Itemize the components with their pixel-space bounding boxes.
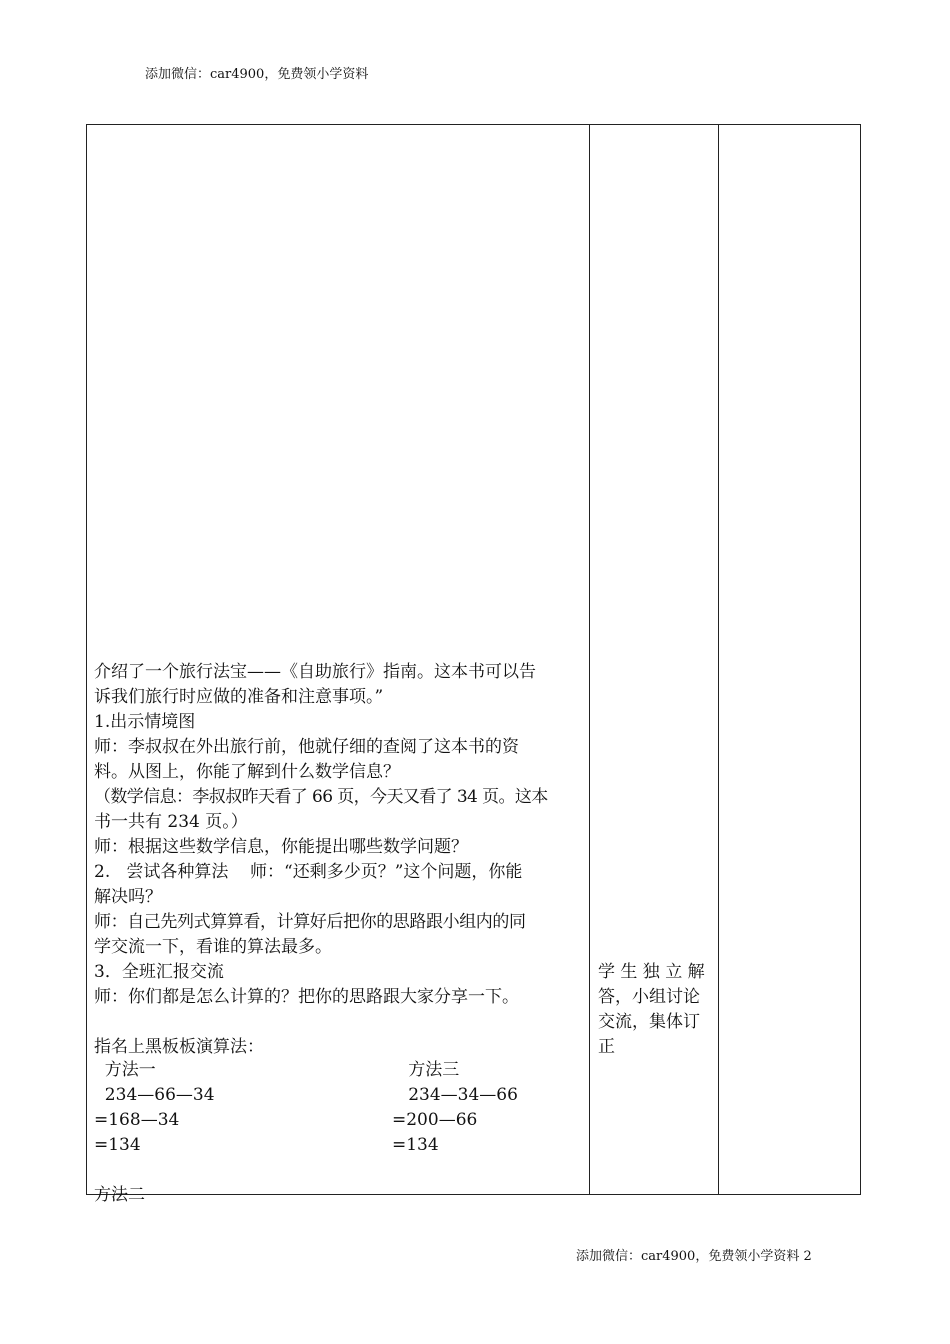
method-one-step: 234—66—34 — [94, 1085, 215, 1105]
teacher-activity-text — [94, 660, 584, 1060]
method-step-row — [94, 1083, 574, 1108]
method-step-row — [94, 1133, 574, 1158]
method-one-title: 方法一 — [94, 1060, 156, 1080]
text-line: （数学信息：李叔叔昨天看了 66 页，今天又看了 34 页。这本 — [94, 787, 548, 807]
method-two-label: 方法二 — [94, 1185, 145, 1205]
text-line: 师：自己先列式算算看，计算好后把你的思路跟小组内的同 — [94, 912, 526, 932]
text-line: 书一共有 234 页。） — [94, 812, 248, 832]
column-divider-1 — [589, 125, 590, 1194]
footer-note: 添加微信：car4900，免费领小学资料 2 — [576, 1249, 812, 1264]
text-line: 2. 尝试各种算法 师：“还剩多少页？”这个问题，你能 — [94, 862, 523, 882]
method-three-step: =200—66 — [392, 1110, 478, 1130]
calculation-methods — [94, 1058, 574, 1158]
method-three-step: =134 — [392, 1135, 439, 1155]
text-line: 料。从图上，你能了解到什么数学信息？ — [94, 762, 400, 782]
text-line: 师：根据这些数学信息，你能提出哪些数学问题？ — [94, 837, 468, 857]
method-one-step: =168—34 — [94, 1110, 180, 1130]
method-three-title: 方法三 — [392, 1060, 460, 1080]
method-step-row — [94, 1108, 574, 1133]
text-line: 诉我们旅行时应做的准备和注意事项。” — [94, 687, 384, 707]
text-line: 师：你们都是怎么计算的？把你的思路跟大家分享一下。 — [94, 987, 519, 1007]
text-line: 解决吗？ — [94, 887, 162, 907]
method-three-step: 234—34—66 — [392, 1085, 518, 1105]
text-line: 3．全班汇报交流 — [94, 962, 224, 982]
text-line: 指名上黑板板演算法： — [94, 1037, 264, 1057]
text-line: 交流，集体订 — [598, 1012, 700, 1032]
text-line: 正 — [598, 1037, 615, 1057]
method-one-step: =134 — [94, 1135, 141, 1155]
header-note: 添加微信：car4900，免费领小学资料 — [145, 67, 369, 82]
text-line: 学 生 独 立 解 — [598, 962, 705, 982]
blank-line — [94, 1010, 584, 1035]
text-line: 师：李叔叔在外出旅行前，他就仔细的查阅了这本书的资 — [94, 737, 519, 757]
text-line: 答，小组讨论 — [598, 987, 700, 1007]
method-title-row — [94, 1058, 574, 1083]
text-line: 1.出示情境图 — [94, 712, 196, 732]
student-activity-text — [598, 960, 712, 1060]
text-line: 学交流一下，看谁的算法最多。 — [94, 937, 332, 957]
text-line: 介绍了一个旅行法宝——《自助旅行》指南。这本书可以告 — [94, 662, 536, 682]
column-divider-2 — [718, 125, 719, 1194]
